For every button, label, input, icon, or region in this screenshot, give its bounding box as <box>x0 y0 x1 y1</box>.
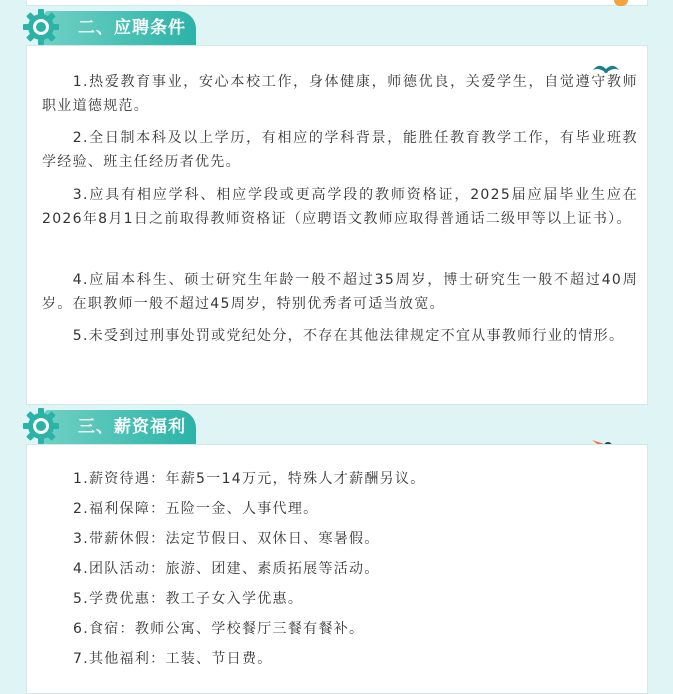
requirement-item: 1.热爱教育事业，安心本校工作，身体健康，师德优良，关爱学生，自觉遵守教师职业道德规范。 <box>42 74 638 114</box>
benefit-item: 5.学费优惠：教工子女入学优惠。 <box>73 591 304 607</box>
benefit-item: 7.其他福利：工装、节日费。 <box>73 651 273 667</box>
requirement-item: 3.应具有相应学科、相应学段或更高学段的教师资格证，2025届应届毕业生应在2026年8月1日之前取得教师资格证（应聘语文教师应取得普通话二级甲等以上证书）。 <box>42 187 638 227</box>
previous-card-edge <box>26 0 648 6</box>
section-title: 三、薪资福利 <box>44 410 196 444</box>
bird-icon <box>591 60 621 80</box>
benefits-card <box>26 444 648 694</box>
section-header-requirements <box>26 9 196 45</box>
requirement-item: 2.全日制本科及以上学历，有相应的学科背景，能胜任教育教学工作，有毕业班教学经验、班主任经历者优先。 <box>42 130 638 170</box>
benefit-item: 6.食宿：教师公寓、学校餐厅三餐有餐补。 <box>73 621 365 637</box>
benefit-item: 4.团队活动：旅游、团建、素质拓展等活动。 <box>73 561 380 577</box>
benefit-item: 3.带薪休假：法定节假日、双休日、寒暑假。 <box>73 531 380 547</box>
requirements-card <box>26 45 648 405</box>
benefit-item: 2.福利保障：五险一金、人事代理。 <box>73 501 319 517</box>
section-title: 二、应聘条件 <box>44 11 196 45</box>
benefit-item: 1.薪资待遇：年薪5一14万元，特殊人才薪酬另议。 <box>73 471 426 487</box>
gear-icon <box>22 407 60 445</box>
requirement-item: 4.应届本科生、硕士研究生年龄一般不超过35周岁，博士研究生一般不超过40周岁。在职教师一般不超过45周岁，特别优秀者可适当放宽。 <box>42 272 638 312</box>
section-header-benefits <box>26 408 196 444</box>
requirement-item: 5.未受到过刑事处罚或党纪处分，不存在其他法律规定不宜从事教师行业的情形。 <box>72 328 625 344</box>
gear-icon <box>22 8 60 46</box>
